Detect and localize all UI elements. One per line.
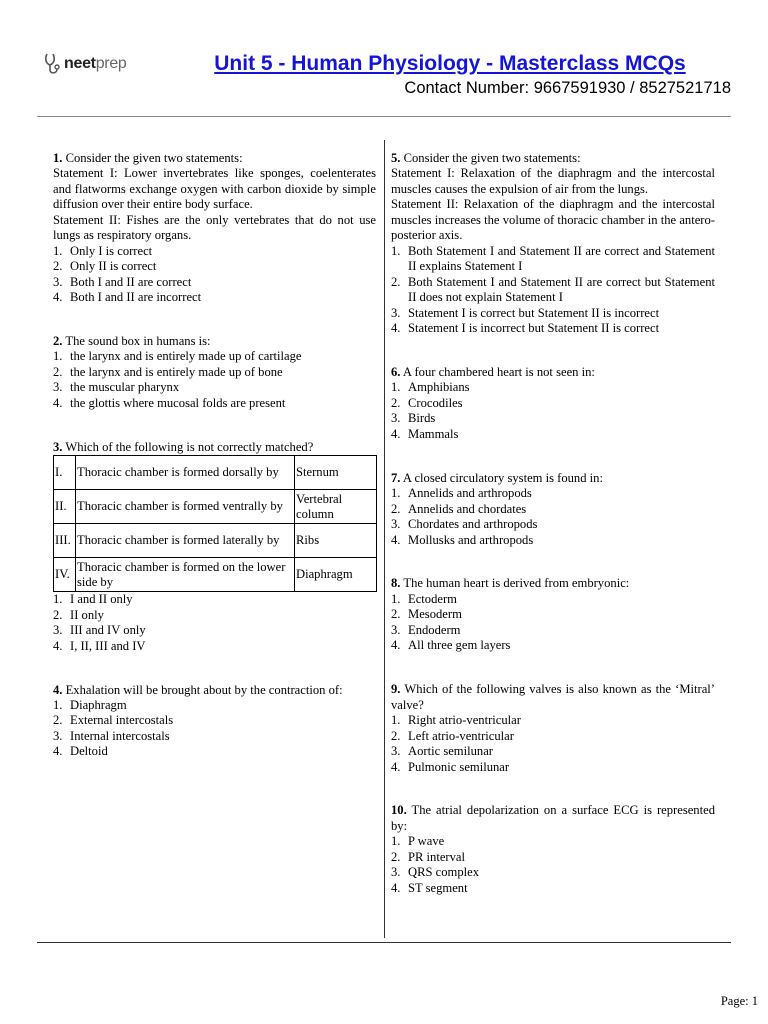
page-number: Page: 1: [720, 994, 758, 1008]
question-2: [53, 334, 376, 411]
option: 1. the larynx and is entirely made up of cartilage: [53, 349, 302, 364]
question-4: [53, 683, 376, 760]
option: 1. Annelids and arthropods: [391, 486, 532, 501]
option: 2. Crocodiles: [391, 395, 463, 410]
option: 1. I and II only: [53, 592, 133, 607]
match-cell: Sternum: [295, 456, 377, 490]
option: 2. Both Statement I and Statement II are correct but Statement II does not explain Statement I: [391, 274, 715, 305]
option: 3. Birds: [391, 411, 436, 426]
option: 1. Ectoderm: [391, 591, 457, 606]
option: 3. Statement I is correct but Statement II is incorrect: [391, 305, 660, 320]
option: 2. Annelids and chordates: [391, 501, 527, 516]
match-cell: Diaphragm: [295, 558, 377, 592]
option: 3. III and IV only: [53, 623, 146, 638]
option: 4. Deltoid: [53, 744, 108, 759]
question-text: 10. The atrial depolarization on a surface ECG is represented by:: [391, 803, 715, 833]
option: 3. QRS complex: [391, 865, 480, 880]
roman-cell: III.: [54, 524, 76, 558]
option: 4. Mollusks and arthropods: [391, 532, 534, 547]
table-row: [54, 456, 377, 490]
question-text: 1. Consider the given two statements:: [53, 151, 243, 165]
left-column: [53, 151, 376, 788]
stethoscope-icon: [44, 52, 62, 76]
table-row: [54, 558, 377, 592]
option: 2. External intercostals: [53, 713, 174, 728]
description-cell: Thoracic chamber is formed on the lower side by: [76, 558, 295, 592]
table-row: [54, 524, 377, 558]
option: 1. Only I is correct: [53, 243, 153, 258]
question-9: [391, 682, 715, 775]
question-text: 7. A closed circulatory system is found in:: [391, 470, 603, 485]
question-1: [53, 151, 376, 306]
question-text: 6. A four chambered heart is not seen in:: [391, 364, 595, 379]
option: 4. Both I and II are incorrect: [53, 290, 202, 305]
option: 2. the larynx and is entirely made up of bone: [53, 364, 283, 379]
description-cell: Thoracic chamber is formed dorsally by: [76, 456, 295, 490]
option: 3. Internal intercostals: [53, 728, 170, 743]
roman-cell: IV.: [54, 558, 76, 592]
statement-1: Statement I: Relaxation of the diaphragm and the intercostal muscles causes the expulsion of air from the lungs.: [391, 166, 715, 196]
description-cell: Thoracic chamber is formed laterally by: [76, 524, 295, 558]
option: 1. P wave: [391, 834, 445, 849]
question-7: [391, 471, 715, 548]
contact-number: Contact Number: 9667591930 / 8527521718: [404, 79, 731, 97]
option: 3. Endoderm: [391, 622, 461, 637]
option: 1. Right atrio-ventricular: [391, 713, 521, 728]
question-text: 8. The human heart is derived from embryonic:: [391, 576, 630, 591]
option: 2. Left atrio-ventricular: [391, 728, 514, 743]
match-table: [53, 455, 377, 592]
option: 3. Chordates and arthropods: [391, 517, 538, 532]
question-6: [391, 365, 715, 442]
option: 3. Aortic semilunar: [391, 744, 493, 759]
option: 3. Both I and II are correct: [53, 274, 192, 289]
neetprep-logo: [44, 52, 127, 76]
option: 4. Statement I is incorrect but Statement II is correct: [391, 320, 660, 335]
match-cell: Ribs: [295, 524, 377, 558]
roman-cell: II.: [54, 490, 76, 524]
logo-wordmark: neetprep: [64, 55, 127, 72]
footer-divider: [37, 942, 731, 943]
header-divider: [37, 116, 731, 117]
statement-2: Statement II: Fishes are the only vertebrates that do not use lungs as respiratory organs.: [53, 212, 376, 243]
option: 2. II only: [53, 607, 104, 622]
option: 1. Diaphragm: [53, 698, 127, 713]
table-row: [54, 490, 377, 524]
option: 2. Mesoderm: [391, 607, 462, 622]
column-divider: [384, 140, 385, 938]
option: 4. All three gem layers: [391, 638, 511, 653]
roman-cell: I.: [54, 456, 76, 490]
question-text: 3. Which of the following is not correctly matched?: [53, 439, 314, 454]
question-text: 4. Exhalation will be brought about by the contraction of:: [53, 682, 343, 697]
description-cell: Thoracic chamber is formed ventrally by: [76, 490, 295, 524]
question-text: 2. The sound box in humans is:: [53, 334, 211, 349]
option: 4. Pulmonic semilunar: [391, 759, 510, 774]
option: 1. Amphibians: [391, 380, 470, 395]
question-10: [391, 803, 715, 896]
match-cell: Vertebral column: [295, 490, 377, 524]
question-text: 9. Which of the following valves is also known as the ‘Mitral’ valve?: [391, 682, 715, 712]
question-5: [391, 151, 715, 336]
statement-2: Statement II: Relaxation of the diaphragm and the intercostal muscles increases the volume of thoracic chamber in the antero-posterior axis.: [391, 197, 715, 243]
statement-1: Statement I: Lower invertebrates like sponges, coelenterates and flatworms exchange oxygen with carbon dioxide by simple diffusion over their entire body surface.: [53, 166, 376, 212]
option: 4. the glottis where mucosal folds are present: [53, 395, 286, 410]
option: 2. PR interval: [391, 849, 466, 864]
right-column: [391, 151, 715, 925]
question-text: 5. Consider the given two statements:: [391, 151, 581, 165]
option: 4. ST segment: [391, 880, 468, 895]
option: 4. Mammals: [391, 426, 459, 441]
page-title[interactable]: Unit 5 - Human Physiology - Masterclass MCQs: [214, 52, 686, 75]
question-8: [391, 576, 715, 653]
option: 2. Only II is correct: [53, 259, 157, 274]
question-3: [53, 440, 376, 654]
option: 3. the muscular pharynx: [53, 380, 180, 395]
option: 1. Both Statement I and Statement II are correct and Statement II explains Statement I: [391, 243, 715, 274]
option: 4. I, II, III and IV: [53, 638, 146, 653]
